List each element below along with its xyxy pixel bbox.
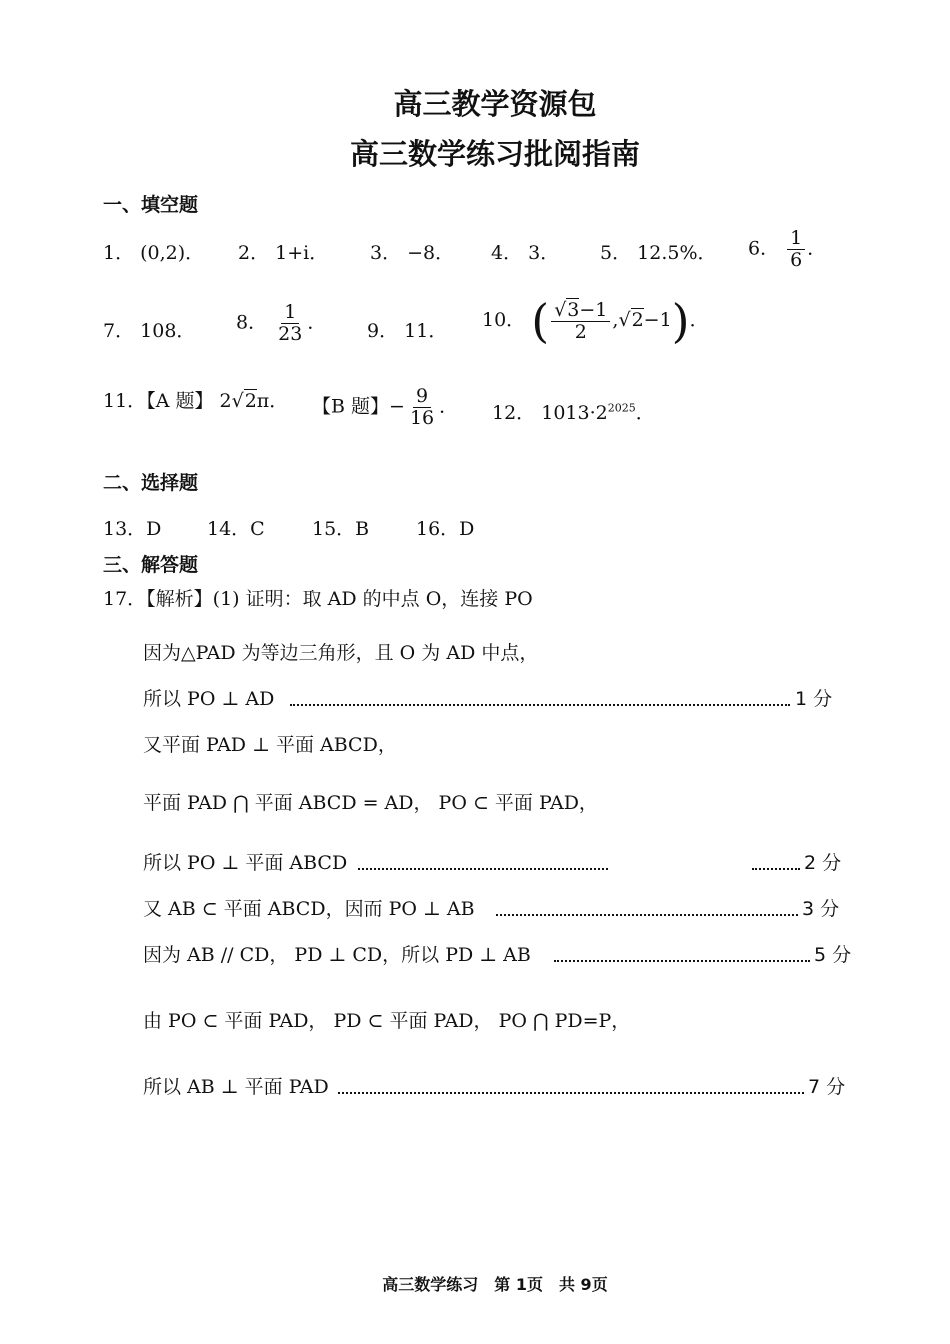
page-footer: 高三数学练习 第 1页 共 9页 (382, 1275, 608, 1294)
fraction-numerator: 1 (281, 302, 299, 324)
fill-answer-11-b (312, 386, 458, 429)
radicand: 2 (631, 309, 644, 331)
solution-line: 又平面 PAD ⊥ 平面 ABCD， (143, 734, 397, 756)
section-answer-heading: 三、解答题 (103, 554, 199, 576)
answer-value: 3． (528, 242, 560, 264)
radicand: 2 (244, 390, 257, 412)
page-title: 高三教学资源包 (393, 87, 597, 121)
answer-base: 1013·2 (541, 402, 608, 424)
value-rest: −1 (643, 309, 672, 331)
answer-number: 5． (600, 242, 632, 264)
answer-value: −8． (407, 242, 455, 264)
section-fill-heading: 一、填空题 (103, 194, 199, 216)
answer-end: ． (439, 395, 459, 418)
right-paren: ) (671, 294, 690, 348)
score-label: 3 分 (802, 898, 840, 920)
answer-number: 3． (370, 242, 402, 264)
answer-end: ． (807, 237, 827, 260)
fill-answer-10: 10． ( $\frac{√3-1}{2}$ ,√2−1)． (482, 294, 709, 348)
fill-answer-1 (103, 238, 204, 265)
answer-number: 6． (748, 237, 780, 260)
answer-number: 7． (103, 320, 135, 342)
dot-leader (752, 868, 800, 870)
fraction (787, 228, 805, 271)
answer-value: 108． (140, 320, 196, 342)
dot-leader (496, 914, 798, 916)
answer-number: 10． (482, 309, 526, 331)
numerator-rest: −1 (579, 298, 608, 321)
answer-value: 1+i． (275, 242, 329, 264)
answer-number: 4． (491, 242, 523, 264)
answer-number: 8． (236, 311, 268, 334)
fill-answer-8 (236, 302, 326, 345)
answer-number: 1． (103, 242, 135, 264)
fill-answer-4 (491, 238, 559, 265)
dot-leader (358, 868, 608, 870)
fraction-numerator: √3−1 (551, 300, 610, 322)
solution-line: 平面 PAD ⋂ 平面 ABCD = AD， PO ⊂ 平面 PAD， (143, 792, 598, 814)
separator: , (612, 309, 619, 331)
fill-answer-3 (370, 238, 454, 265)
dot-leader (554, 960, 810, 962)
solution-line: 所以 PO ⊥ 平面 ABCD (143, 852, 348, 874)
answer-a-post: π． (256, 390, 289, 412)
choice-answer: 16．D (416, 518, 475, 540)
radicand: 3 (567, 298, 580, 321)
solution-line: 所以 PO ⊥ AD (143, 688, 275, 710)
answer-b-sign: − (389, 395, 405, 418)
fill-answer-5 (600, 238, 717, 265)
fraction-denominator: 16 (409, 406, 435, 429)
answer-a-label: 【A 题】 (146, 390, 214, 412)
dot-leader (290, 704, 790, 706)
answer-end: ． (635, 402, 655, 424)
answer-exponent: 2025 (607, 401, 636, 415)
fraction-denominator: 2 (574, 320, 587, 343)
left-paren: ( (531, 294, 550, 348)
fraction-numerator: 9 (413, 386, 431, 408)
fraction (407, 386, 437, 429)
solution-intro: 17．【解析】(1) 证明：取 AD 的中点 O，连接 PO (103, 588, 533, 610)
score-label: 2 分 (804, 852, 842, 874)
answer-number: 2． (238, 242, 270, 264)
answer-value: (0,2)． (140, 242, 205, 264)
fill-answer-9 (367, 316, 447, 343)
solution-line: 所以 AB ⊥ 平面 PAD (143, 1076, 329, 1098)
fraction (275, 302, 305, 345)
score-label: 5 分 (814, 944, 852, 966)
fill-answer-11: 11．【A 题】 2√2π． (103, 390, 289, 412)
choice-answer: 15．B (312, 518, 370, 540)
choice-answer: 13．D (103, 518, 162, 540)
page-subtitle: 高三数学练习批阅指南 (349, 137, 640, 171)
answer-number: 11． (103, 390, 147, 412)
solution-line: 因为 AB // CD， PD ⊥ CD，所以 PD ⊥ AB (143, 944, 531, 966)
fraction-denominator: 6 (790, 248, 803, 271)
dot-leader (338, 1092, 804, 1094)
solution-line: 又 AB ⊂ 平面 ABCD，因而 PO ⊥ AB (143, 898, 475, 920)
solution-line: 由 PO ⊂ 平面 PAD， PD ⊂ 平面 PAD， PO ⋂ PD=P， (143, 1010, 631, 1032)
choice-answer: 14．C (207, 518, 265, 540)
answer-end: ． (689, 309, 709, 331)
answer-number: 12． (492, 402, 536, 424)
section-choice-heading: 二、选择题 (103, 472, 199, 494)
fill-answer-12 (492, 398, 655, 425)
solution-line: 因为△PAD 为等边三角形，且 O 为 AD 中点， (143, 642, 539, 664)
answer-a-pre: 2 (219, 390, 232, 412)
score-label: 1 分 (795, 688, 833, 710)
answer-number: 9． (367, 320, 399, 342)
answer-end: ． (307, 311, 327, 334)
fraction (551, 300, 610, 343)
score-label: 7 分 (808, 1076, 846, 1098)
fraction-denominator: 23 (278, 322, 303, 345)
fill-answer-7 (103, 316, 195, 343)
fill-answer-2 (238, 238, 328, 265)
answer-value: 11． (404, 320, 448, 342)
answer-value: 12.5%． (637, 242, 717, 264)
fraction-numerator: 1 (787, 228, 805, 250)
answer-b-label: 【B 题】 (312, 395, 390, 418)
fill-answer-6 (748, 228, 826, 271)
